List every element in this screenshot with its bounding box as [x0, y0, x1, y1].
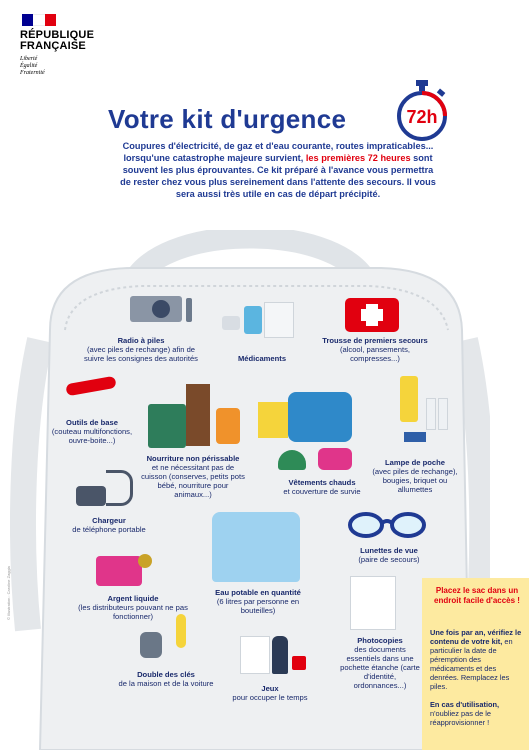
french-flag-logo [22, 14, 56, 26]
tip-lead: Une fois par an, vérifiez le contenu de votre kit, [430, 628, 522, 646]
item-title: Vêtements chauds [288, 478, 356, 487]
item-trousse [320, 336, 430, 363]
item-argent [78, 594, 188, 621]
item-vetements [272, 478, 372, 496]
item-text: des documents essentiels dans une pochette étanche (carte d'identité, ordonnances...) [340, 645, 420, 690]
intro-highlight: les premières 72 heures [305, 153, 411, 163]
item-jeux [222, 684, 318, 702]
item-outils [44, 418, 140, 445]
keys-icon [140, 632, 162, 658]
dice-icon [292, 656, 306, 670]
pills-icon [222, 316, 240, 330]
item-text: (les distributeurs pouvant ne pas fonctionner) [78, 603, 188, 621]
stopwatch-icon [392, 78, 452, 142]
motto-liberte: Liberté [20, 56, 38, 62]
timer-label: 72h [406, 107, 438, 127]
item-text: de téléphone portable [72, 525, 146, 534]
flashlight-icon [400, 376, 418, 422]
item-title: Jeux [261, 684, 279, 693]
survival-blanket-icon [258, 402, 288, 438]
intro-part2: sont souvent les plus éprouvantes. Ce kit préparé à l'avance vous permettra de rester chez vous plus sereinement dans l'attente des secours. Il vous sera aussi très utile en cas de départ précipité. [120, 153, 436, 199]
item-radio [78, 336, 204, 363]
item-text: (avec piles de rechange), bougies, briquet ou allumettes [372, 467, 458, 494]
pill-bottle-icon [244, 306, 262, 334]
item-cles [118, 670, 214, 688]
sweater-icon [288, 392, 352, 442]
food-box-icon [186, 384, 210, 446]
intro-part1: Coupures d'électricité, de gaz et d'eau courante, routes impraticables... lorsqu'une catastrophe majeure survient, [122, 141, 434, 163]
item-nourriture [138, 454, 248, 499]
item-title: Lampe de poche [385, 458, 445, 467]
item-title: Nourriture non périssable [146, 454, 240, 463]
item-text: (alcool, pansements, compresses...) [339, 345, 411, 363]
pill-box-icon [264, 302, 294, 338]
item-eau [206, 588, 310, 615]
canned-food-icon [148, 404, 186, 448]
tip-headline: Placez le sac dans un endroit facile d'accès ! [434, 586, 520, 605]
tip-text: en particulier la date de péremption des médicaments et des denrées. Remplacez les piles. [430, 637, 513, 691]
battery-icon [186, 298, 192, 322]
gloves-icon [318, 448, 352, 470]
radio-speaker [152, 300, 170, 318]
beanie-icon [278, 450, 306, 470]
item-text: (6 litres par personne en bouteilles) [216, 597, 300, 615]
republic-line1: RÉPUBLIQUE [20, 29, 95, 41]
wallet-icon [96, 556, 142, 586]
coins-icon [138, 554, 152, 568]
item-text: pour occuper le temps [232, 693, 308, 702]
item-title: Trousse de premiers secours [322, 336, 428, 345]
item-title: Photocopies [357, 636, 403, 645]
chess-piece-icon [272, 636, 288, 674]
charger-icon [76, 486, 106, 506]
item-title: Eau potable en quantité [215, 588, 301, 597]
charger-cable [106, 470, 133, 506]
documents-icon [350, 576, 396, 630]
motto-egalite: Égalité [20, 63, 38, 69]
item-lampe [372, 458, 458, 494]
item-text: et couverture de survie [283, 487, 361, 496]
item-text: et ne nécessitant pas de cuisson (conserves, petits pots bébé, nourriture pour animaux...) [141, 463, 245, 499]
glasses-icon [346, 510, 428, 540]
illustration-credit: © Illustration : Caroline Zaggia [6, 566, 11, 620]
first-aid-cross-bar [361, 309, 383, 321]
item-title: Argent liquide [107, 594, 159, 603]
republic-motto [20, 56, 45, 77]
page-title: Votre kit d'urgence [108, 104, 347, 134]
item-title: Lunettes de vue [360, 546, 418, 555]
item-title: Radio à piles [117, 336, 165, 345]
tip-body [430, 628, 524, 727]
item-title: Outils de base [66, 418, 118, 427]
item-title: Médicaments [237, 354, 287, 363]
jar-icon [216, 408, 240, 444]
item-photocopies [340, 636, 420, 690]
intro-paragraph [118, 140, 438, 200]
item-text: de la maison et de la voiture [118, 679, 214, 688]
water-bottles-icon [212, 512, 300, 582]
item-text: (couteau multifonctions, ouvre-boite...) [51, 427, 133, 445]
item-lunettes [344, 546, 434, 564]
item-title: Chargeur [92, 516, 126, 525]
tip-lead2: En cas d'utilisation, [430, 700, 500, 709]
item-text: (avec piles de rechange) afin de suivre les consignes des autorités [84, 345, 198, 363]
candle-icon-2 [438, 398, 448, 430]
item-chargeur [54, 516, 164, 534]
candle-icon [426, 398, 436, 430]
motto-fraternite: Fraternité [20, 70, 45, 76]
matches-icon [404, 432, 426, 442]
item-medicaments [224, 354, 300, 363]
item-title: Double des clés [137, 670, 195, 679]
republic-line2: FRANÇAISE [20, 40, 86, 52]
playing-cards-icon [240, 636, 270, 674]
republic-name [20, 30, 94, 52]
tip-text2: n'oubliez pas de le réapprovisionner ! [430, 709, 491, 727]
item-text: (paire de secours) [358, 555, 420, 564]
